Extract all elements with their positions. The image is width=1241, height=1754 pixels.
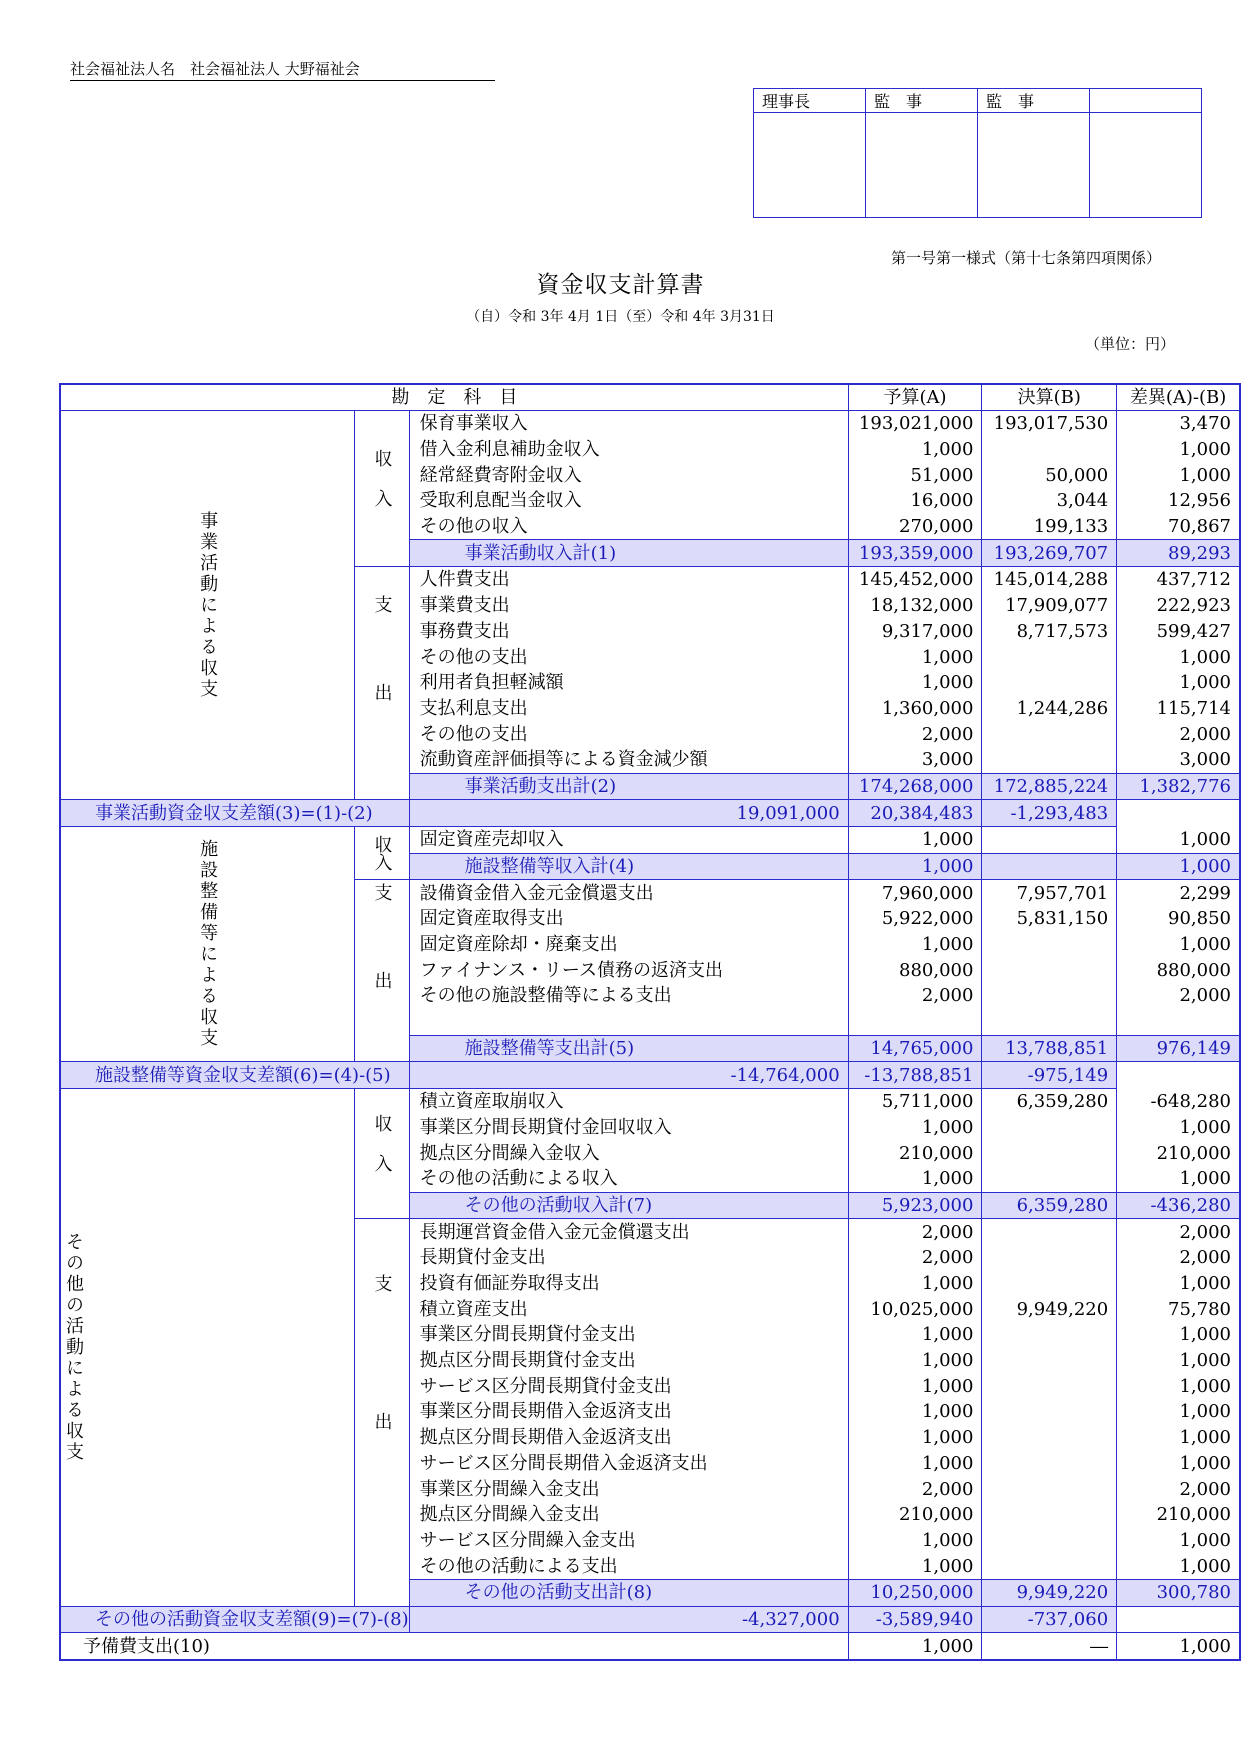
budget-cell: 1,000 [848,1528,982,1554]
budget-cell: 1,000 [848,1348,982,1374]
actual-cell: -3,589,940 [848,1606,982,1633]
actual-cell [982,1476,1117,1502]
budget-cell: 3,000 [848,747,982,773]
actual-cell [982,721,1117,747]
difference-cell: 1,000 [1117,1115,1240,1141]
income-total-label: 施設整備等収入計(4) [409,853,848,880]
account-name: 利用者負担軽減額 [409,670,848,696]
account-name: 設備資金借入金元金償還支出 [409,880,848,906]
budget-cell: -14,764,000 [409,1062,848,1089]
budget-cell: 16,000 [848,488,982,514]
account-name: 事業費支出 [409,593,848,619]
difference-cell: 1,000 [1117,1633,1240,1660]
income-total-label: 事業活動収入計(1) [409,540,848,567]
budget-cell: 1,000 [848,1271,982,1297]
actual-cell [982,1322,1117,1348]
account-name: 長期運営資金借入金元金償還支出 [409,1219,848,1245]
account-name: サービス区分間長期貸付金支出 [409,1373,848,1399]
actual-cell: 3,044 [982,488,1117,514]
actual-cell: 6,359,280 [982,1192,1117,1219]
difference-cell: -436,280 [1117,1192,1240,1219]
difference-cell: 1,000 [1117,1451,1240,1477]
budget-cell: 1,000 [848,1115,982,1141]
account-name: 保育事業収入 [409,411,848,437]
difference-cell: 1,000 [1117,1425,1240,1451]
budget-cell: 14,765,000 [848,1035,982,1062]
column-header-actual: 決算(B) [982,384,1117,411]
actual-cell [982,437,1117,463]
budget-cell: 174,268,000 [848,773,982,800]
budget-cell: 1,000 [848,644,982,670]
actual-cell [982,1166,1117,1192]
document-title: 資金収支計算書 [536,272,705,298]
actual-cell: 193,017,530 [982,411,1117,437]
difference-cell: 12,956 [1117,488,1240,514]
account-name: ファイナンス・リース債務の返済支出 [409,957,848,983]
difference-cell: -737,060 [982,1606,1117,1633]
actual-cell: 13,788,851 [982,1035,1117,1062]
budget-cell: 1,000 [848,670,982,696]
account-name: 拠点区分間繰入金収入 [409,1140,848,1166]
actual-cell: 8,717,573 [982,619,1117,645]
table-row [60,1088,1240,1114]
balance-row [60,800,1240,827]
actual-cell [982,644,1117,670]
column-header-account: 勘 定 科 目 [60,384,848,411]
account-name: サービス区分間長期借入金返済支出 [409,1451,848,1477]
currency-unit: （単位：円） [1084,335,1175,353]
balance-label: 事業活動資金収支差額(3)=(1)-(2) [60,800,409,827]
budget-cell [848,1009,982,1035]
account-name: 受取利息配当金収入 [409,488,848,514]
difference-cell: 3,000 [1117,747,1240,773]
actual-cell: 9,949,220 [982,1579,1117,1606]
budget-cell: 1,000 [848,827,982,854]
difference-cell: 210,000 [1117,1502,1240,1528]
account-name: その他の活動による収入 [409,1166,848,1192]
account-name [409,1009,848,1035]
actual-cell: 199,133 [982,514,1117,540]
approval-label [1090,89,1202,113]
difference-cell: 1,382,776 [1117,773,1240,800]
reserve-row [60,1633,1240,1660]
budget-cell: 210,000 [848,1502,982,1528]
actual-cell [982,1553,1117,1579]
budget-cell: 5,922,000 [848,906,982,932]
fiscal-period: （自）令和 3年 4月 1日（至）令和 4年 3月31日 [466,309,775,325]
difference-cell: 1,000 [1117,462,1240,488]
actual-cell [982,1348,1117,1374]
difference-cell: 1,000 [1117,827,1240,854]
actual-cell: 172,885,224 [982,773,1117,800]
expense-label: 支出 [355,1219,409,1606]
actual-cell [982,1115,1117,1141]
actual-cell [982,1373,1117,1399]
stamp-cell [1090,113,1202,218]
actual-cell: 20,384,483 [848,800,982,827]
account-name: 事業区分間長期借入金返済支出 [409,1399,848,1425]
actual-cell: 50,000 [982,462,1117,488]
account-name: 拠点区分間長期借入金返済支出 [409,1425,848,1451]
difference-cell: 976,149 [1117,1035,1240,1062]
difference-cell: 1,000 [1117,437,1240,463]
difference-cell: 1,000 [1117,1271,1240,1297]
actual-cell [982,1219,1117,1245]
budget-cell: 1,000 [848,1322,982,1348]
expense-label: 支出 [355,880,409,1062]
budget-cell: 10,250,000 [848,1579,982,1606]
difference-cell: 90,850 [1117,906,1240,932]
balance-row [60,1606,1240,1633]
budget-cell: -4,327,000 [409,1606,848,1633]
actual-cell [982,747,1117,773]
actual-cell [982,1271,1117,1297]
actual-cell: 193,269,707 [982,540,1117,567]
budget-cell: 7,960,000 [848,880,982,906]
actual-cell [982,1140,1117,1166]
income-label: 収入 [355,1088,409,1218]
section-label-business: 事業活動による収支 [60,411,355,800]
budget-cell: 210,000 [848,1140,982,1166]
difference-cell: 2,000 [1117,1476,1240,1502]
difference-cell: -648,280 [1117,1088,1240,1114]
budget-cell: 1,000 [848,1553,982,1579]
corporation-name: 社会福祉法人名 社会福祉法人 大野福祉会 [70,58,495,81]
difference-cell: 1,000 [1117,1322,1240,1348]
budget-cell: 51,000 [848,462,982,488]
budget-cell: 193,359,000 [848,540,982,567]
account-name: 投資有価証券取得支出 [409,1271,848,1297]
budget-cell: 1,360,000 [848,696,982,722]
actual-cell: 1,244,286 [982,696,1117,722]
difference-cell [1117,1009,1240,1035]
budget-cell: 18,132,000 [848,593,982,619]
account-name: 人件費支出 [409,567,848,593]
difference-cell: 1,000 [1117,1528,1240,1554]
difference-cell: 2,000 [1117,1219,1240,1245]
difference-cell: 1,000 [1117,670,1240,696]
actual-cell: -13,788,851 [848,1062,982,1089]
actual-cell [982,1245,1117,1271]
reserve-label: 予備費支出(10) [60,1633,848,1660]
account-name: 拠点区分間繰入金支出 [409,1502,848,1528]
difference-cell: 1,000 [1117,932,1240,958]
actual-cell [982,932,1117,958]
difference-cell: 1,000 [1117,1553,1240,1579]
actual-cell [982,1528,1117,1554]
income-total-label: その他の活動収入計(7) [409,1192,848,1219]
difference-cell: 1,000 [1117,1166,1240,1192]
difference-cell: -975,149 [982,1062,1117,1089]
account-name: 固定資産売却収入 [409,827,848,854]
budget-cell: 880,000 [848,957,982,983]
expense-label: 支出 [355,567,409,800]
stamp-cell [866,113,978,218]
actual-cell [982,1009,1117,1035]
budget-cell: 1,000 [848,1399,982,1425]
difference-cell: -1,293,483 [982,800,1117,827]
difference-cell: 1,000 [1117,1373,1240,1399]
actual-cell: 145,014,288 [982,567,1117,593]
actual-cell [982,983,1117,1009]
actual-cell: 5,831,150 [982,906,1117,932]
difference-cell: 599,427 [1117,619,1240,645]
actual-cell [982,1502,1117,1528]
account-name: 経常経費寄附金収入 [409,462,848,488]
column-header-budget: 予算(A) [848,384,982,411]
budget-cell: 5,923,000 [848,1192,982,1219]
actual-cell [982,853,1117,880]
difference-cell: 1,000 [1117,644,1240,670]
budget-cell: 1,000 [848,853,982,880]
difference-cell: 300,780 [1117,1579,1240,1606]
budget-cell: 19,091,000 [409,800,848,827]
actual-cell: 6,359,280 [982,1088,1117,1114]
account-name: その他の収入 [409,514,848,540]
difference-cell: 210,000 [1117,1140,1240,1166]
difference-cell: 2,000 [1117,983,1240,1009]
actual-cell: 7,957,701 [982,880,1117,906]
budget-cell: 2,000 [848,1245,982,1271]
approval-label: 監 事 [866,89,978,113]
balance-label: 施設整備等資金収支差額(6)=(4)-(5) [60,1062,409,1089]
difference-cell: 75,780 [1117,1296,1240,1322]
budget-cell: 2,000 [848,983,982,1009]
budget-cell: 5,711,000 [848,1088,982,1114]
budget-cell: 1,000 [848,1451,982,1477]
approval-stamp-box [753,88,1202,218]
account-name: その他の施設整備等による支出 [409,983,848,1009]
difference-cell: 2,000 [1117,1245,1240,1271]
budget-cell: 270,000 [848,514,982,540]
difference-cell: 1,000 [1117,1399,1240,1425]
difference-cell: 1,000 [1117,1348,1240,1374]
account-name: その他の活動による支出 [409,1553,848,1579]
table-header-row [60,384,1240,411]
difference-cell: 70,867 [1117,514,1240,540]
actual-cell [982,670,1117,696]
actual-cell: 9,949,220 [982,1296,1117,1322]
account-name: 固定資産除却・廃棄支出 [409,932,848,958]
section-label-other: その他の活動による収支 [60,1088,355,1606]
account-name: 支払利息支出 [409,696,848,722]
difference-cell: 437,712 [1117,567,1240,593]
budget-cell: 1,000 [848,1373,982,1399]
account-name: その他の支出 [409,644,848,670]
account-name: 事業区分間長期貸付金支出 [409,1322,848,1348]
budget-cell: 2,000 [848,721,982,747]
account-name: 積立資産支出 [409,1296,848,1322]
account-name: 事業区分間長期貸付金回収収入 [409,1115,848,1141]
form-number: 第一号第一様式（第十七条第四項関係） [890,249,1161,267]
column-header-difference: 差異(A)-(B) [1117,384,1240,411]
approval-label: 理事長 [754,89,866,113]
budget-cell: 1,000 [848,1166,982,1192]
stamp-cell [978,113,1090,218]
section-label-facility: 施設整備等による収支 [60,827,355,1062]
difference-cell: 1,000 [1117,853,1240,880]
difference-cell: 89,293 [1117,540,1240,567]
stamp-cell [754,113,866,218]
budget-cell: 10,025,000 [848,1296,982,1322]
account-name: 事務費支出 [409,619,848,645]
difference-cell: 3,470 [1117,411,1240,437]
account-name: 固定資産取得支出 [409,906,848,932]
actual-cell: ― [982,1633,1117,1660]
actual-cell [982,827,1117,854]
actual-cell [982,1399,1117,1425]
budget-cell: 2,000 [848,1219,982,1245]
table-row [60,827,1240,854]
account-name: 拠点区分間長期貸付金支出 [409,1348,848,1374]
budget-cell: 9,317,000 [848,619,982,645]
budget-cell: 1,000 [848,1633,982,1660]
account-name: 流動資産評価損等による資金減少額 [409,747,848,773]
actual-cell [982,1425,1117,1451]
account-name: 長期貸付金支出 [409,1245,848,1271]
budget-cell: 145,452,000 [848,567,982,593]
difference-cell: 880,000 [1117,957,1240,983]
balance-label: その他の活動資金収支差額(9)=(7)-(8) [60,1606,409,1633]
difference-cell: 115,714 [1117,696,1240,722]
actual-cell [982,1451,1117,1477]
budget-cell: 1,000 [848,437,982,463]
account-name: サービス区分間繰入金支出 [409,1528,848,1554]
cash-flow-statement-table [59,383,1241,1661]
budget-cell: 193,021,000 [848,411,982,437]
difference-cell: 2,000 [1117,721,1240,747]
budget-cell: 1,000 [848,1425,982,1451]
account-name: 積立資産取崩収入 [409,1088,848,1114]
account-name: その他の支出 [409,721,848,747]
income-label: 収入 [355,827,409,880]
account-name: 事業区分間繰入金支出 [409,1476,848,1502]
budget-cell: 2,000 [848,1476,982,1502]
balance-row [60,1062,1240,1089]
difference-cell: 222,923 [1117,593,1240,619]
expense-total-label: 施設整備等支出計(5) [409,1035,848,1062]
table-row [60,411,1240,437]
approval-label: 監 事 [978,89,1090,113]
actual-cell: 17,909,077 [982,593,1117,619]
difference-cell: 2,299 [1117,880,1240,906]
income-label: 収入 [355,411,409,567]
account-name: 借入金利息補助金収入 [409,437,848,463]
expense-total-label: 事業活動支出計(2) [409,773,848,800]
actual-cell [982,957,1117,983]
expense-total-label: その他の活動支出計(8) [409,1579,848,1606]
budget-cell: 1,000 [848,932,982,958]
